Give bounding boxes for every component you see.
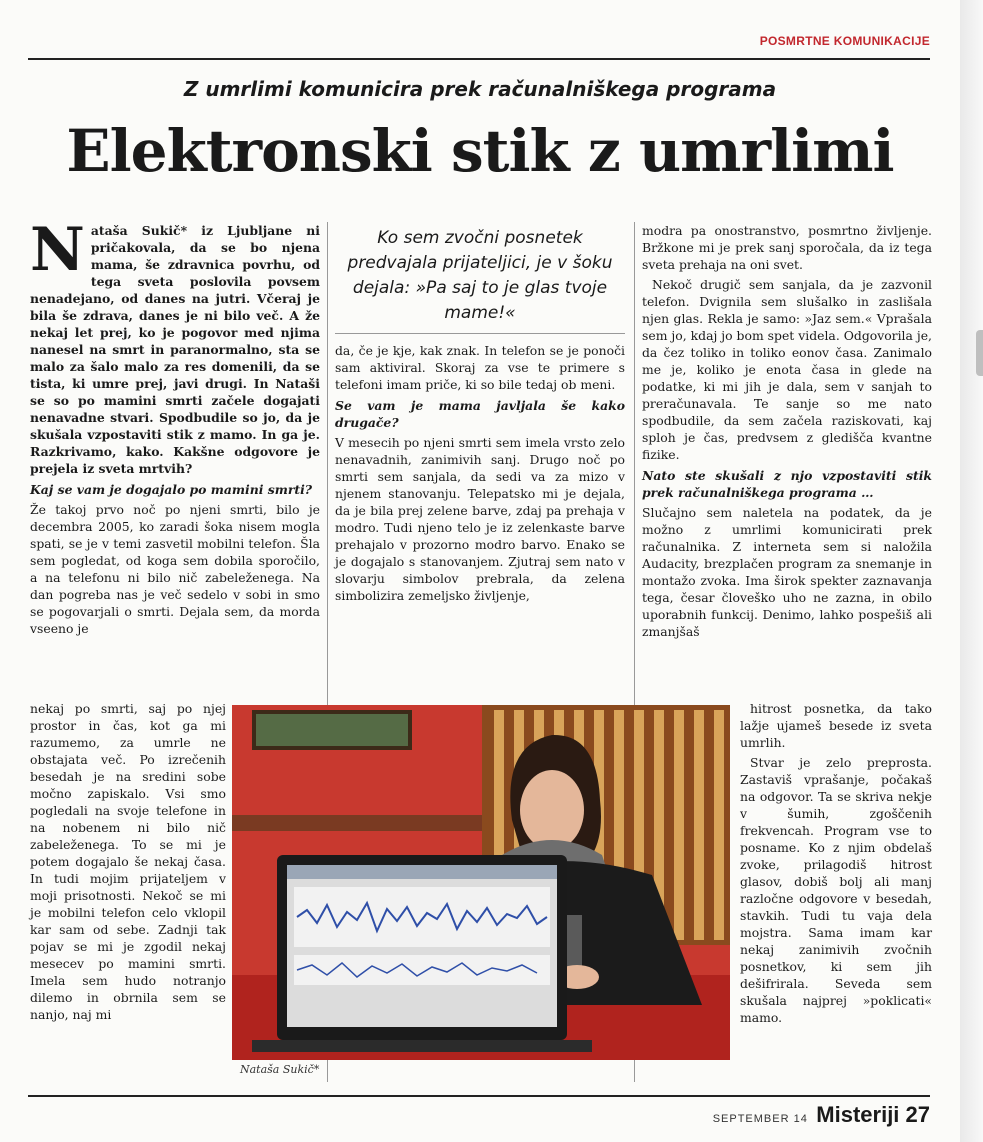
question-2: Se vam je mama javljala še kako drugače? — [335, 398, 625, 430]
bottom-rule — [28, 1095, 930, 1097]
body-paragraph: Slučajno sem naletela na podatek, da je možno z umrlimi komunicirati prek računalnika. Z interneta sem si naložila Audacity, brezplačen program za snemanje in montažo zvoka. Ima širok spekter zaznavanja tega, česar človeško uho ne zazna, in obilo uporabnih funkcij. Denimo, lahko pospešiš ali zmanjšaš — [642, 505, 932, 639]
column-1 — [30, 215, 320, 640]
headline: Elektronski stik z umrlimi — [66, 117, 894, 185]
scroll-handle[interactable] — [976, 330, 983, 376]
pull-quote: Ko sem zvočni posnetek predvajala prijateljici, je v šoku dejala: »Pa saj to je glas tvoje mame!« — [335, 222, 625, 334]
kicker: Z umrlimi komunicira prek računalniškega programa — [183, 77, 777, 101]
body-paragraph: Nekoč drugič sem sanjala, da je zazvonil telefon. Dvignila sem slušalko in zaslišala njen glas. Rekla je samo: »Jaz sem.« Vprašala sem jo, kdaj jo bom spet videla. Odgovorila je, da čez toliko in toliko eonov časa. Zanimalo me je, koliko je enota časa in glede na podatke, ki mi jih je dala, sem v sanjah to preračunavala. Te sanje so me nato spodbudile, da sem začela raziskovati, kaj sploh je čas, predvsem z gledišča kvantne fizike. — [642, 277, 932, 462]
section-label: POSMRTNE KOMUNIKACIJE — [759, 34, 930, 48]
body-paragraph: Že takoj prvo noč po njeni smrti, bilo je decembra 2005, ko zaradi šoka nisem mogla spati, se je v temi zasvetil mobilni telefon. Šla sem pogledat, od koga sem dobila sporočilo, a na telefonu ni bilo nič zabeleženega. Na dan pogreba nas je več sedelo v sobi in smo se pogovarjali o smrti. Dejala sem, da morda vseeno je — [30, 502, 320, 636]
page-footer — [713, 1102, 930, 1128]
lead-text: ataša Sukič* iz Ljubljane ni pričakovala, da se bo njena mama, še zdravnica povrhu, od tega sveta poslovila povsem nenadejano, od danes na jutri. Včeraj je bila še zdrava, danes je ni bilo več. A že nekaj let prej, ko je pogovor med njima nanesel na smrt in paranormalno, sta se malo za šalo malo za res domenili, da se tista, ki umre prej, javi drugi. In Nataši se so po mamini smrti začele dogajati nenavadne stvari. Spodbudile so jo, da je skušala vzpostaviti stik z mamo. In ga je. Razkrivamo, kako. Kakšne odgovore je prejela iz sveta mrtvih? — [30, 223, 320, 476]
photo-caption: Nataša Sukič* — [240, 1063, 320, 1076]
wrapped-text-left: nekaj po smrti, saj po njej prostor in čas, kot ga mi razumemo, za umrle ne obstajata več. Po izrečenih besedah je na sredini sobe močno zapiskalo. Vsi smo pogledali na svoje telefone in na nobenem ni bilo nič zabeleženega. To se mi je potem dogajalo še nekaj časa. In tudi mojim prijateljem v moji prisotnosti. Nekoč se mi je mobilni telefon celo vklopil kar sam od sebe. Zadnji tak pojav se mi je zgodil nekaj mesecev po mamini smrti. Imela sem hudo notranjo dilemo in obrnila sem se nanjo, naj mi — [30, 701, 226, 1022]
body-paragraph: Stvar je zelo preprosta. Zastaviš vprašanje, počakaš na odgovor. Ta se skriva nekje v šumih, zgoščenih frekvencah. Program vse to posname. Ko z njim obdelaš zvoke, prilagodiš hitrost glasov, dobiš bolj ali manj razločne odgovore v besedah, stavkih. Tudi tu vaja dela mojstra. Sama imam kar nekaj zanimivih zvočnih posnetkov, ki sem jih dešifrirala. Seveda sem skušala najprej »poklicati« mamo. — [740, 755, 932, 1025]
body-paragraph: modra pa onostranstvo, posmrtno življenje. Bržkone mi je prek sanj sporočala, da iz tega sveta prehaja na oni svet. — [642, 223, 932, 272]
column-3 — [642, 222, 932, 643]
question-3: Nato ste skušali z njo vzpostaviti stik prek računalniškega programa … — [642, 468, 932, 500]
question-1: Kaj se vam je dogajalo po mamini smrti? — [30, 482, 313, 497]
top-rule — [28, 58, 930, 60]
wrapped-text-right — [740, 700, 932, 1029]
body-paragraph: hitrost posnetka, da tako lažje ujameš besede iz sveta umrlih. — [740, 701, 932, 750]
body-paragraph: da, če je kje, kak znak. In telefon se je ponoči sam aktiviral. Skoraj za vse te primere s telefoni imam priče, ki so bile tedaj ob meni. — [335, 343, 625, 392]
photo-woman-with-laptop — [232, 705, 730, 1060]
lead-paragraph — [30, 215, 320, 477]
footer-date: SEPTEMBER 14 — [712, 1113, 808, 1125]
magazine-name: Misteriji 27 — [816, 1102, 930, 1127]
drop-cap: N — [30, 215, 85, 285]
viewer-edge — [960, 0, 983, 1142]
photo-illustration — [232, 705, 730, 1060]
column-2 — [335, 222, 625, 607]
body-paragraph: V mesecih po njeni smrti sem imela vrsto zelo nenavadnih, zanimivih sanj. Drugo noč po smrti sem sanjala, da sedi va za mizo v njenem stanovanju. Telepatsko mi je dejala, da je bila prej zelene barve, zdaj pa prehaja v modro. Tudi njeno telo je iz zelenkaste barve prehajalo v prozorno modro barvo. Enako se je dogajalo s stanovanjem. Zjutraj sem nato v slovarju simbolov prebrala, da zelena simbolizira zemeljsko življenje, — [335, 435, 625, 603]
